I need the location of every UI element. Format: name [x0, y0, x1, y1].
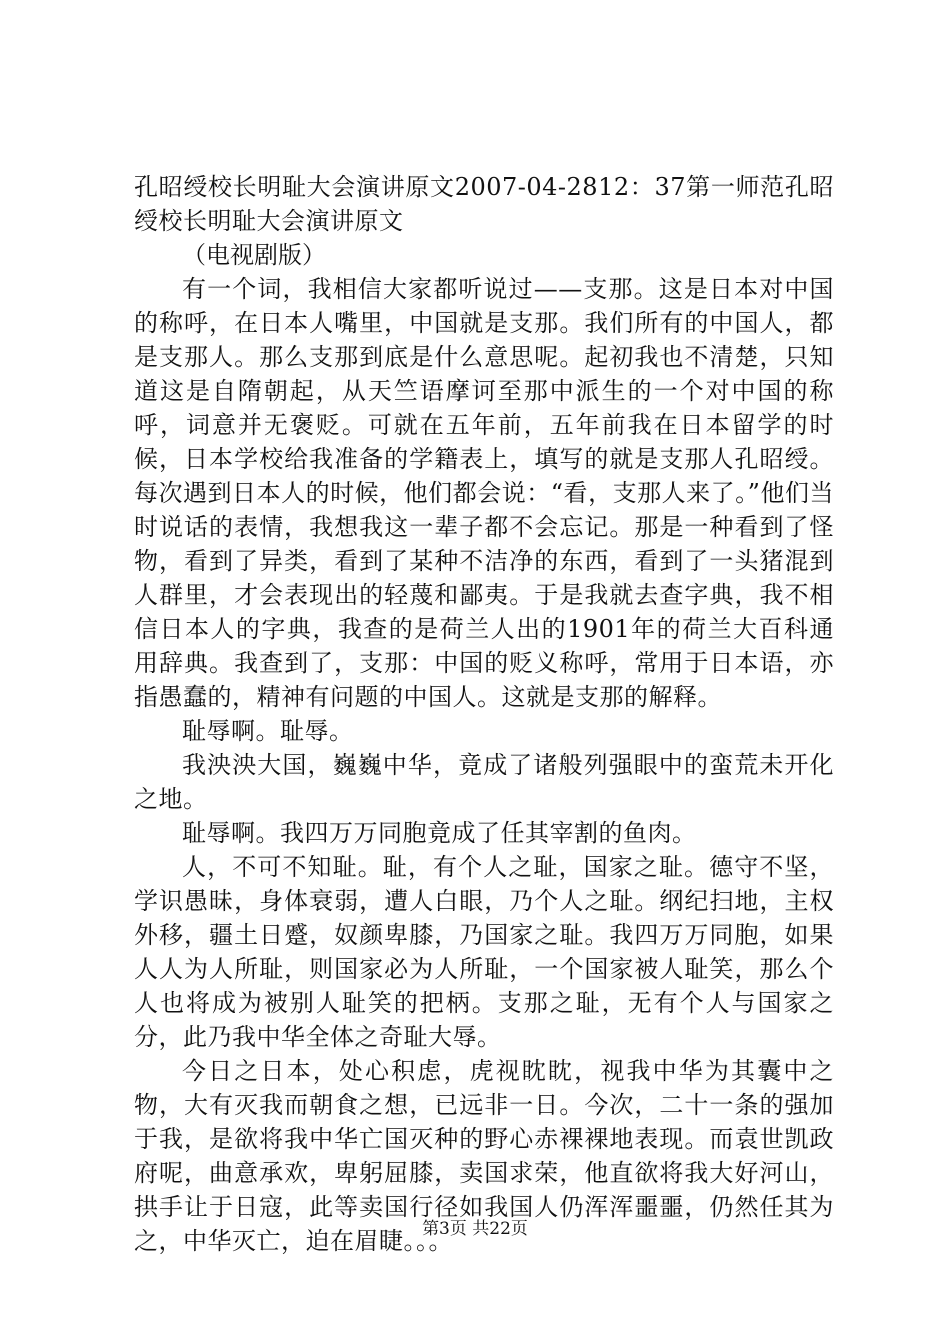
paragraph-1: 有一个词，我相信大家都听说过——支那。这是日本对中国的称呼，在日本人嘴里，中国就是支那。我们所有的中国人，都是支那人。那么支那到底是什么意思呢。起初我也不清楚，只知道这是自隋朝起，从天竺语摩诃至那中派生的一个对中国的称呼，词意并无褒贬。可就在五年前，五年前我在日本留学的时候，日本学校给我准备的学籍表上，填写的就是支那人孔昭绶。每次遇到日本人的时候，他们都会说：“看，支那人来了。”他们当时说话的表情，我想我这一辈子都不会忘记。那是一种看到了怪物，看到了异类，看到了某种不洁净的东西，看到了一头猪混到人群里，才会表现出的轻蔑和鄙夷。于是我就去查字典，我不相信日本人的字典，我查的是荷兰人出的1901年的荷兰大百科通用辞典。我查到了，支那：中国的贬义称呼，常用于日本语，亦指愚蠢的，精神有问题的中国人。这就是支那的解释。 [134, 275, 834, 711]
document-title: 孔昭绶校长明耻大会演讲原文2007-04-2812：37第一师范孔昭绶校长明耻大会演讲原文 [134, 173, 834, 235]
paragraph-2: 耻辱啊。耻辱。 [182, 717, 354, 745]
document-body [134, 170, 834, 1258]
document-subtitle: （电视剧版） [182, 241, 326, 269]
paragraph-4: 耻辱啊。我四万万同胞竟成了任其宰割的鱼肉。 [182, 819, 697, 847]
paragraph-3: 我泱泱大国，巍巍中华，竟成了诸般列强眼中的蛮荒未开化之地。 [134, 751, 834, 813]
page-number-footer: 第3页 共22页 [422, 1219, 528, 1239]
paragraph-5: 人，不可不知耻。耻，有个人之耻，国家之耻。德守不坚，学识愚昧，身体衰弱，遭人白眼，乃个人之耻。纲纪扫地，主权外移，疆土日蹙，奴颜卑膝，乃国家之耻。我四万万同胞，如果人人为人所耻，则国家必为人所耻，一个国家被人耻笑，那么个人也将成为被别人耻笑的把柄。支那之耻，无有个人与国家之分，此乃我中华全体之奇耻大辱。 [134, 853, 834, 1051]
paragraph-6: 今日之日本，处心积虑，虎视眈眈，视我中华为其囊中之物，大有灭我而朝食之想，已远非一日。今次，二十一条的强加于我，是欲将我中华亡国灭种的野心赤裸裸地表现。而袁世凯政府呢，曲意承欢，卑躬屈膝，卖国求荣，他直欲将我大好河山，拱手让于日寇，此等卖国行径如我国人仍浑浑噩噩，仍然任其为之，中华灭亡，迫在眉睫。。。 [134, 1057, 834, 1255]
